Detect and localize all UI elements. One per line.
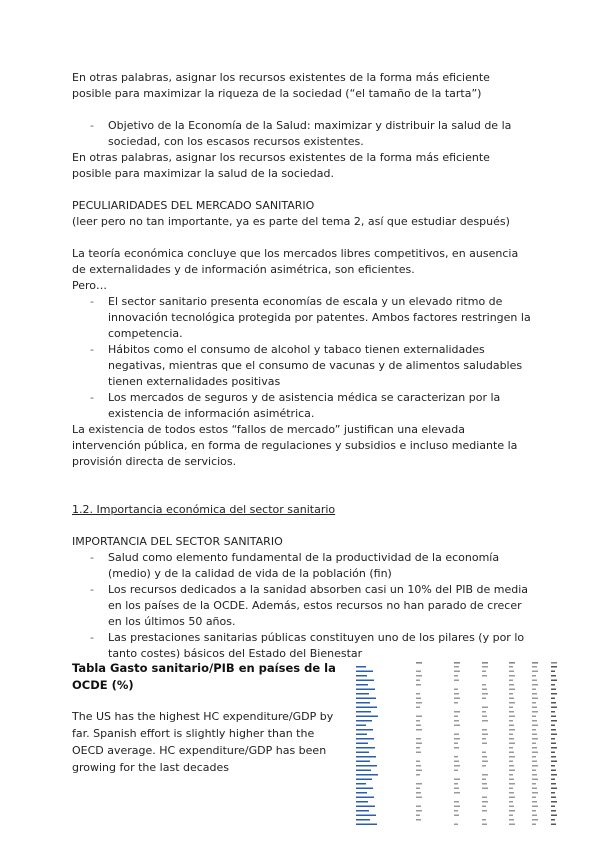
table-cell-mark bbox=[551, 684, 555, 686]
table-row-label-mark bbox=[356, 770, 371, 772]
table-cell-mark bbox=[482, 801, 488, 803]
table-cell-mark bbox=[551, 725, 555, 727]
table-cell-mark bbox=[482, 761, 488, 763]
table-cell-mark bbox=[551, 711, 555, 713]
table-cell-mark bbox=[509, 792, 514, 794]
table-description: The US has the highest HC expenditure/GDP by far. Spanish effort is slightly higher than the OECD average. HC expenditure/GDP has been growing for the last decades bbox=[72, 710, 334, 774]
table-cell-mark bbox=[509, 680, 513, 682]
table-cell-mark bbox=[532, 774, 537, 776]
table-cell-mark bbox=[482, 819, 486, 821]
table-cell-mark bbox=[509, 671, 514, 673]
table-cell-mark bbox=[454, 671, 460, 673]
table-cell-mark bbox=[509, 765, 514, 767]
table-cell-mark bbox=[551, 716, 556, 718]
table-cell-mark bbox=[482, 707, 488, 709]
table-cell-mark bbox=[454, 788, 459, 790]
table-cell-mark bbox=[551, 693, 557, 695]
table-cell-mark bbox=[532, 810, 536, 812]
table-cell-mark bbox=[532, 765, 538, 767]
table-header-mark bbox=[454, 662, 460, 664]
table-cell-mark bbox=[416, 752, 421, 754]
table-cell-mark bbox=[454, 761, 459, 763]
table-cell-mark bbox=[416, 788, 420, 790]
table-header-mark bbox=[416, 662, 422, 664]
table-cell-mark bbox=[532, 806, 538, 808]
table-cell-mark bbox=[454, 680, 459, 682]
table-cell-mark bbox=[482, 756, 487, 758]
pero-text: Pero… bbox=[72, 279, 108, 292]
table-row-label-mark bbox=[356, 738, 374, 740]
table-row-label-mark bbox=[356, 729, 373, 731]
table-cell-mark bbox=[416, 693, 420, 695]
table-cell-mark bbox=[551, 788, 557, 790]
table-row-label-mark bbox=[356, 711, 371, 713]
table-cell-mark bbox=[454, 743, 458, 745]
table-cell-mark bbox=[509, 684, 514, 686]
table-cell-mark bbox=[509, 770, 515, 772]
table-cell-mark bbox=[532, 738, 538, 740]
table-cell-mark bbox=[551, 783, 556, 785]
table-cell-mark bbox=[509, 743, 515, 745]
table-header-mark bbox=[509, 662, 515, 664]
table-cell-mark bbox=[509, 725, 514, 727]
table-cell-mark bbox=[551, 824, 556, 826]
table-cell-mark bbox=[509, 734, 513, 736]
table-row-label-mark bbox=[356, 666, 366, 668]
table-cell-mark bbox=[551, 815, 557, 817]
table-cell-mark bbox=[509, 788, 513, 790]
table-cell-mark bbox=[532, 693, 537, 695]
table-cell-mark bbox=[551, 761, 557, 763]
table-cell-mark bbox=[416, 819, 421, 821]
table-cell-mark bbox=[532, 711, 538, 713]
table-cell-mark bbox=[551, 671, 555, 673]
table-cell-mark bbox=[416, 675, 422, 677]
table-row-label-mark bbox=[356, 752, 369, 754]
table-cell-mark bbox=[454, 720, 459, 722]
table-cell-mark bbox=[482, 698, 486, 700]
table-title: Tabla Gasto sanitario/PIB en países de la OCDE (%) bbox=[72, 661, 336, 692]
table-cell-mark bbox=[532, 680, 537, 682]
peculiaridades-note: (leer pero no tan importante, ya es parte del tema 2, así que estudiar después) bbox=[72, 215, 510, 228]
table-row-label-mark bbox=[356, 720, 372, 722]
table-cell-mark bbox=[551, 680, 557, 682]
table-header-mark bbox=[551, 662, 557, 664]
table-cell-mark bbox=[551, 770, 556, 772]
table-cell-mark bbox=[416, 765, 421, 767]
table-row-label-mark bbox=[356, 698, 376, 700]
table-cell-mark bbox=[551, 707, 557, 709]
table-cell-mark bbox=[509, 702, 515, 704]
table-cell-mark bbox=[551, 743, 556, 745]
table-cell-mark bbox=[416, 783, 422, 785]
table-row-label-mark bbox=[356, 756, 376, 758]
table-cell-mark bbox=[551, 797, 556, 799]
table-cell-mark bbox=[509, 797, 515, 799]
table-cell-mark bbox=[482, 824, 487, 826]
table-cell-mark bbox=[454, 702, 458, 704]
table-cell-mark bbox=[454, 725, 460, 727]
table-cell-mark bbox=[551, 720, 557, 722]
table-cell-mark bbox=[454, 693, 459, 695]
table-cell-mark bbox=[482, 671, 486, 673]
table-cell-mark bbox=[509, 806, 514, 808]
table-cell-mark bbox=[551, 792, 555, 794]
table-cell-mark bbox=[454, 792, 460, 794]
table-cell-mark bbox=[482, 774, 488, 776]
table-cell-mark bbox=[416, 743, 422, 745]
table-row-label-mark bbox=[356, 788, 373, 790]
table-cell-mark bbox=[509, 747, 513, 749]
table-cell-mark bbox=[482, 689, 487, 691]
table-cell-mark bbox=[454, 783, 458, 785]
table-cell-mark bbox=[532, 689, 536, 691]
table-cell-mark bbox=[416, 729, 422, 731]
intro-bullet-list bbox=[72, 118, 532, 150]
table-row-label-mark bbox=[356, 734, 367, 736]
table-cell-mark bbox=[551, 666, 557, 668]
table-cell-mark bbox=[532, 752, 538, 754]
table-cell-mark bbox=[532, 797, 536, 799]
table-row-label-mark bbox=[356, 765, 377, 767]
table-row-label-mark bbox=[356, 779, 372, 781]
table-cell-mark bbox=[482, 675, 487, 677]
table-cell-mark bbox=[509, 779, 514, 781]
table-cell-mark bbox=[509, 693, 513, 695]
table-cell-mark bbox=[454, 756, 458, 758]
table-cell-mark bbox=[532, 684, 538, 686]
section-subtitle: IMPORTANCIA DEL SECTOR SANITARIO bbox=[72, 535, 283, 548]
table-cell-mark bbox=[482, 684, 486, 686]
table-cell-mark bbox=[416, 806, 421, 808]
table-cell-mark bbox=[532, 747, 537, 749]
table-cell-mark bbox=[454, 738, 460, 740]
table-cell-mark bbox=[532, 671, 538, 673]
table-cell-mark bbox=[482, 734, 488, 736]
list-item: - Objetivo de la Economía de la Salud: maximizar y distribuir la salud de la sociedad, con los escasos recursos existentes. bbox=[72, 118, 532, 150]
table-cell-mark bbox=[551, 819, 555, 821]
table-cell-mark bbox=[532, 819, 538, 821]
table-cell-mark bbox=[551, 698, 555, 700]
table-row-label-mark bbox=[356, 671, 373, 673]
table-cell-mark bbox=[482, 720, 488, 722]
table-cell-mark bbox=[509, 716, 515, 718]
table-cell-mark bbox=[482, 797, 487, 799]
table-cell-mark bbox=[551, 738, 555, 740]
table-row-label-mark bbox=[356, 743, 368, 745]
table-cell-mark bbox=[509, 729, 515, 731]
document-body bbox=[72, 70, 532, 662]
oecd-table-image bbox=[354, 660, 559, 832]
table-cell-mark bbox=[482, 752, 486, 754]
table-cell-mark bbox=[509, 815, 513, 817]
list-item: - Salud como elemento fundamental de la productividad de la economía (medio) y de la calidad de vida de la población (fin) bbox=[72, 550, 532, 582]
table-cell-mark bbox=[454, 765, 460, 767]
table-cell-mark bbox=[551, 774, 557, 776]
table-cell-mark bbox=[551, 801, 557, 803]
table-row-label-mark bbox=[356, 810, 369, 812]
table-row-label-mark bbox=[356, 747, 375, 749]
table-cell-mark bbox=[416, 720, 420, 722]
table-cell-mark bbox=[482, 716, 487, 718]
table-cell-mark bbox=[532, 720, 537, 722]
table-row-label-mark bbox=[356, 693, 369, 695]
table-cell-mark bbox=[532, 743, 536, 745]
table-header-mark bbox=[482, 662, 488, 664]
table-cell-mark bbox=[454, 698, 460, 700]
list-item: - El sector sanitario presenta economías de escala y un elevado ritmo de innovación tecnológica protegida por patentes. Ambos factores restringen la competencia. bbox=[72, 294, 532, 342]
table-row-label-mark bbox=[356, 792, 367, 794]
table-cell-mark bbox=[532, 716, 536, 718]
table-cell-mark bbox=[482, 729, 487, 731]
table-cell-mark bbox=[454, 689, 458, 691]
table-cell-mark bbox=[454, 810, 458, 812]
table-cell-mark bbox=[454, 734, 459, 736]
table-cell-mark bbox=[454, 675, 458, 677]
table-cell-mark bbox=[416, 761, 420, 763]
table-cell-mark bbox=[454, 824, 458, 826]
intro-paragraph-2: En otras palabras, asignar los recursos existentes de la forma más eficiente posible para maximizar la salud de la sociedad. bbox=[72, 151, 490, 180]
table-cell-mark bbox=[454, 666, 459, 668]
table-cell-mark bbox=[482, 711, 486, 713]
table-cell-mark bbox=[416, 797, 422, 799]
table-cell-mark bbox=[532, 725, 538, 727]
table-cell-mark bbox=[532, 702, 536, 704]
table-cell-mark bbox=[532, 792, 538, 794]
table-row-label-mark bbox=[356, 707, 377, 709]
table-cell-mark bbox=[416, 725, 421, 727]
peculiaridades-paragraph: La teoría económica concluye que los mercados libres competitivos, en ausencia de externalidades y de información asimétrica, son eficientes. bbox=[72, 247, 519, 276]
table-row-label-mark bbox=[356, 675, 367, 677]
table-cell-mark bbox=[482, 810, 487, 812]
table-row-label-mark bbox=[356, 689, 375, 691]
table-cell-mark bbox=[532, 824, 536, 826]
table-cell-mark bbox=[551, 734, 557, 736]
table-cell-mark bbox=[509, 824, 515, 826]
table-row-label-mark bbox=[356, 824, 377, 826]
table-cell-mark bbox=[509, 801, 513, 803]
table-cell-mark bbox=[532, 761, 537, 763]
table-cell-mark bbox=[482, 783, 487, 785]
table-cell-mark bbox=[509, 711, 514, 713]
table-cell-mark bbox=[454, 806, 460, 808]
table-cell-mark bbox=[416, 747, 420, 749]
table-cell-mark bbox=[482, 779, 486, 781]
table-cell-mark bbox=[509, 689, 515, 691]
table-cell-mark bbox=[509, 707, 513, 709]
table-cell-mark bbox=[416, 707, 420, 709]
table-cell-mark bbox=[416, 716, 422, 718]
table-cell-mark bbox=[454, 779, 460, 781]
table-row-label-mark bbox=[356, 806, 375, 808]
section-heading: 1.2. Importancia económica del sector sanitario bbox=[72, 503, 336, 516]
table-cell-mark bbox=[482, 693, 488, 695]
table-cell-mark bbox=[416, 671, 421, 673]
table-cell-mark bbox=[416, 815, 420, 817]
peculiaridades-bullet-list bbox=[72, 294, 532, 422]
table-row-label-mark bbox=[356, 684, 368, 686]
conclusion-paragraph: La existencia de todos estos “fallos de mercado” justifican una elevada intervención pública, en forma de regulaciones y subsidios e incluso mediante la provisión directa de servicios. bbox=[72, 423, 518, 468]
list-item: - Los recursos dedicados a la sanidad absorben casi un 10% del PIB de media en los países de la OCDE. Además, estos recursos no han parado de crecer en los últimos 50 años. bbox=[72, 582, 532, 630]
table-cell-mark bbox=[509, 675, 515, 677]
table-header-mark bbox=[532, 662, 538, 664]
table-cell-mark bbox=[551, 747, 557, 749]
table-section bbox=[72, 660, 532, 840]
table-cell-mark bbox=[532, 734, 537, 736]
table-cell-mark bbox=[416, 680, 420, 682]
table-row-label-mark bbox=[356, 774, 378, 776]
table-cell-mark bbox=[532, 770, 536, 772]
intro-paragraph-1: En otras palabras, asignar los recursos existentes de la forma más eficiente posible para maximizar la riqueza de la sociedad (“el tamaño de la tarta”) bbox=[72, 71, 490, 100]
table-cell-mark bbox=[454, 747, 459, 749]
table-cell-mark bbox=[482, 666, 488, 668]
table-cell-mark bbox=[551, 806, 555, 808]
table-cell-mark bbox=[454, 801, 459, 803]
table-cell-mark bbox=[551, 689, 556, 691]
importancia-bullet-list bbox=[72, 550, 532, 662]
table-row-label-mark bbox=[356, 716, 378, 718]
table-cell-mark bbox=[551, 756, 556, 758]
table-cell-mark bbox=[532, 729, 536, 731]
table-cell-mark bbox=[551, 729, 556, 731]
table-cell-mark bbox=[551, 765, 555, 767]
table-row-label-mark bbox=[356, 815, 376, 817]
table-cell-mark bbox=[416, 810, 422, 812]
table-row-label-mark bbox=[356, 783, 366, 785]
table-row-label-mark bbox=[356, 761, 370, 763]
table-cell-mark bbox=[416, 698, 421, 700]
table-cell-mark bbox=[482, 743, 487, 745]
table-cell-mark bbox=[482, 788, 488, 790]
table-cell-mark bbox=[532, 779, 538, 781]
table-row-label-mark bbox=[356, 702, 370, 704]
table-cell-mark bbox=[551, 702, 556, 704]
table-cell-mark bbox=[509, 783, 515, 785]
table-cell-mark bbox=[532, 788, 537, 790]
table-row-label-mark bbox=[356, 797, 374, 799]
table-cell-mark bbox=[482, 806, 486, 808]
table-cell-mark bbox=[482, 738, 486, 740]
table-cell-mark bbox=[532, 801, 537, 803]
table-row-label-mark bbox=[356, 819, 370, 821]
table-cell-mark bbox=[416, 792, 421, 794]
list-item: - Hábitos como el consumo de alcohol y tabaco tienen externalidades negativas, mientras que el consumo de vacunas y de alimentos saludables tienen externalidades positivas bbox=[72, 342, 532, 390]
table-cell-mark bbox=[551, 675, 556, 677]
table-cell-mark bbox=[509, 666, 513, 668]
table-cell-mark bbox=[454, 711, 460, 713]
table-cell-mark bbox=[551, 810, 556, 812]
table-cell-mark bbox=[416, 738, 421, 740]
table-cell-mark bbox=[532, 707, 537, 709]
list-item: - Las prestaciones sanitarias públicas constituyen uno de los pilares (y por lo tanto costes) básicos del Estado del Bienestar bbox=[72, 630, 532, 662]
table-cell-mark bbox=[532, 698, 538, 700]
table-cell-mark bbox=[416, 702, 422, 704]
table-cell-mark bbox=[416, 684, 421, 686]
table-cell-mark bbox=[509, 698, 514, 700]
table-cell-mark bbox=[454, 815, 459, 817]
table-cell-mark bbox=[532, 815, 537, 817]
table-cell-mark bbox=[509, 774, 513, 776]
table-cell-mark bbox=[532, 675, 536, 677]
list-item: - Los mercados de seguros y de asistencia médica se caracterizan por la existencia de información asimétrica. bbox=[72, 390, 532, 422]
table-cell-mark bbox=[416, 774, 420, 776]
table-cell-mark bbox=[509, 738, 514, 740]
table-cell-mark bbox=[416, 770, 422, 772]
oecd-table-thumbnail bbox=[354, 660, 559, 832]
table-cell-mark bbox=[509, 756, 515, 758]
table-row-label-mark bbox=[356, 801, 368, 803]
table-cell-mark bbox=[509, 810, 515, 812]
table-cell-mark bbox=[509, 720, 513, 722]
table-row-label-mark bbox=[356, 725, 366, 727]
table-cell-mark bbox=[532, 756, 536, 758]
table-cell-mark bbox=[509, 752, 514, 754]
table-cell-mark bbox=[454, 716, 458, 718]
table-cell-mark bbox=[532, 783, 536, 785]
table-cell-mark bbox=[509, 819, 514, 821]
table-cell-mark bbox=[551, 779, 555, 781]
table-cell-mark bbox=[454, 770, 458, 772]
table-cell-mark bbox=[482, 765, 486, 767]
table-cell-mark bbox=[509, 761, 513, 763]
table-row-label-mark bbox=[356, 680, 374, 682]
peculiaridades-title: PECULIARIDADES DEL MERCADO SANITARIO bbox=[72, 199, 315, 212]
table-cell-mark bbox=[551, 752, 555, 754]
table-cell-mark bbox=[532, 666, 537, 668]
